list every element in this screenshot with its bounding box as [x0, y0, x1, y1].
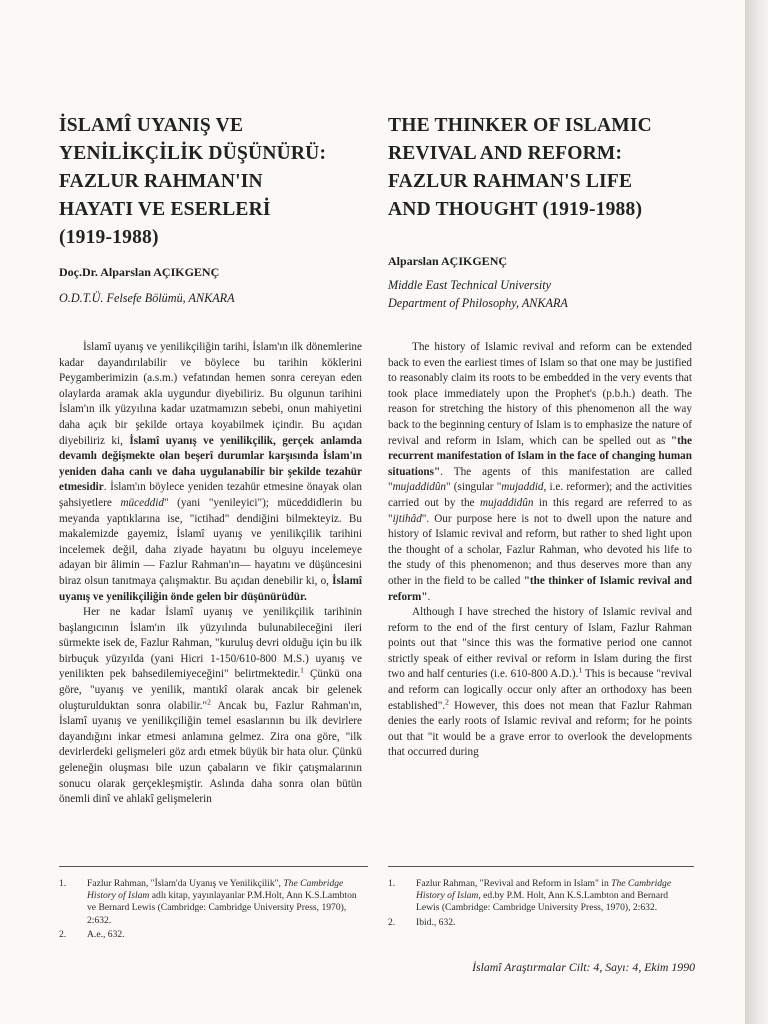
right-p1-run: ijtihâd — [392, 512, 422, 525]
right-p1-run: mujaddidûn — [479, 496, 534, 509]
right-p1-run: " (singular " — [446, 481, 502, 494]
right-footnote — [388, 878, 693, 915]
left-footnote — [59, 878, 364, 927]
right-p1-run: "the recurrent manifestation of Islam in the face of changing human situations" — [388, 434, 692, 478]
left-footnote-rule — [59, 866, 368, 867]
left-p2-part-b: Çünkü ona göre, "uyanış ve yenilik, mantıkî olarak ancak bir gelenek oluşturulduktan sonra olabilir." — [59, 668, 362, 712]
left-p1-run: İslamî uyanış ve yenilikçilik, gerçek anlamda devamlı değişmekte olan beşerî durumlar karşısında İslam'ın yeniden daha canlı ve daha uygulanabilir bir şekilde tezahür etmesidir — [59, 434, 362, 494]
footnote-number: 2. — [388, 916, 396, 928]
right-p2-part-a: Although I have streched the history of Islamic revival and reform to the end of the first century of Islam, Fazlur Rahman points out that "since this was the formative period one cannot strictly speak of either revival or reform in Islam during the first two and half centuries (i.e. 610-800 A.D.). — [388, 606, 692, 681]
right-p1-run: . The agents of this manifestation are called " — [388, 465, 692, 494]
left-title: İSLAMÎ UYANIŞ VE YENİLİKÇİLİK DÜŞÜNÜRÜ: FAZLUR RAHMAN'IN HAYATI VE ESERLERİ (1919-1988) — [59, 115, 327, 248]
right-footnote-rule — [388, 866, 694, 867]
footnote-text: A.e., 632. — [87, 928, 125, 940]
right-p2-part-b: This is because "revival and reform can logically occur only after an orthodoxy has been established". — [388, 668, 693, 712]
left-p2-part-a: Her ne kadar İslamî uyanış ve yenilikçilik tarihinin başlangıcının İslam'ın ilk yüzyılında bulunabileceğini ileri sürmekte isek de, Fazlur Rahman, "kuruluş devri olduğu için bu ilk birbuçuk yüzyılda (yani Hicri 1-150/610-800 M.S.) uyanış ve yenilikten pek bahsedilemiyeceğini" belirtmektedir. — [59, 606, 362, 681]
left-p1-run: müceddid — [120, 496, 164, 509]
left-author: Doç.Dr. Alparslan AÇIKGENÇ — [59, 265, 220, 279]
left-footnotes — [59, 878, 364, 943]
journal-citation: İslamî Araştırmalar Cilt: 4, Sayı: 4, Ekim 1990 — [472, 960, 695, 974]
footnote-text: Ibid., 632. — [416, 916, 456, 928]
left-p1-run: İslamî uyanış ve yenilikçiliğin önde gelen bir düşünürüdür. — [59, 574, 362, 603]
left-p2-part-c: Ancak bu, Fazlur Rahman'ın, İslamî uyanış ve yenilikçiliğin temel esaslarının bu ilk devirlere dayandığını inkar etmesi anlamına gelmez. Zira ona göre, "ilk devirlerdeki gelişmeleri göz ardı etmek büyük bir hata olur. Çünkü geleneğin oluşması bile uzun çabaların ve fikir çatışmalarının sonucu olarak gerçekleşmiştir. Aslında daha sonra olan bütün önemli dinî ve ahlakî gelişmelerin — [59, 699, 362, 806]
right-p1-run: The history of Islamic revival and reform can be extended back to even the earliest times of Islam so that one may be justified to reasonably claim its roots to be embedded in the very events that took place immediately upon the Prophet's (p.b.h.) death. The reason for stretching the history of this phenomenon all the way back to the beginning century of Islam is to emphasize the nature of revival and reform in Islam, which can be spelled out as — [388, 341, 692, 447]
right-p1-run: "the thinker of Islamic revival and reform" — [388, 574, 692, 603]
right-paragraph-2 — [388, 605, 692, 761]
right-p2-part-c: However, this does not mean that Fazlur Rahman denies the early roots of Islamic revival and reform; for he points out that "it would be a grave error to overlook the developments that occurred during — [388, 699, 692, 759]
left-paragraph-2 — [59, 605, 362, 808]
right-footnote-ref-2: 2 — [445, 696, 449, 706]
right-p1-run: mujaddidûn — [392, 481, 447, 494]
left-p1-run: İslamî uyanış ve yenilikçiliğin tarihi, İslam'ın ilk dönemlerine kadar dayandırılabilir ve böylece bu tarihin köklerini Peygamberimizin (a.s.m.) vefatından hemen sonra cereyan eden olaylarda aramak akla uygundur diyebiliriz. Bu olgunun tarihini İslam'ın ilk yüzyılına kadar uzatmamızın sebebi, onun mahiyetini daha açık bir şekilde ortaya koyabilmek içindir. Bu açıdan diyebiliriz ki, — [59, 341, 362, 447]
right-footnote — [388, 917, 693, 929]
right-footnote-ref-1: 1 — [578, 665, 583, 675]
right-footnotes — [388, 878, 693, 931]
right-author: Alparslan AÇIKGENÇ — [388, 254, 508, 268]
right-title: THE THINKER OF ISLAMIC REVIVAL AND REFORM: FAZLUR RAHMAN'S LIFE AND THOUGHT (1919-1988) — [388, 115, 652, 220]
right-p1-run: mujaddid — [501, 481, 544, 494]
right-p1-run: , i.e. reformer); and the activities carried out by the — [388, 481, 692, 509]
left-footnote-ref-2: 2 — [207, 696, 211, 706]
page-edge-shadow — [745, 0, 768, 1024]
left-footnote — [59, 929, 364, 941]
right-affiliation: Middle East Technical University Department of Philosophy, ANKARA — [388, 278, 568, 310]
footnote-number: 1. — [388, 878, 396, 889]
left-body — [59, 340, 362, 808]
right-body — [388, 340, 692, 761]
left-paragraph-1 — [59, 340, 362, 605]
left-p1-run: . İslam'ın böylece yeniden tezahür etmesine önayak olan şahsiyetlere — [59, 481, 362, 509]
footnote-number: 1. — [59, 878, 67, 889]
footnote-text: Fazlur Rahman, "Revival and Reform in Islam" in The Cambridge History of Islam, ed.by P.M. Holt, Ann K.S.Lambton and Bernard Lewis (Cambridge: Cambridge University Press, 1970), 2:632. — [416, 878, 672, 914]
left-affiliation: O.D.T.Ü. Felsefe Bölümü, ANKARA — [59, 291, 235, 305]
footnote-text: Fazlur Rahman, "İslam'da Uyanış ve Yenilikçilik", The Cambridge History of Islam adlı kitap, yayınlayanlar P.M.Holt, Ann K.S.Lambton ve Bernard Lewis (Cambridge: Cambridge University Press, 1970), 2:632. — [87, 878, 357, 926]
left-footnote-ref-1: 1 — [300, 665, 304, 675]
left-p1-run: " (yani "yenileyici"); müceddidlerin bu meyanda yaptıklarına ise, "ictihad" dendiğini bilmekteyiz. Bu makalemizde gayemiz, İslamî uyanış ve yenilikçilik tarihini incelemek değil, daha ziyade hayatını bu olguyu incelemeye adayan bir âlimin — Fazlur Rahman'ın— hayatını ve düşüncesini biraz olsun tanıtmaya çalışmaktır. Bu açıdan denebilir ki, o, — [59, 496, 363, 587]
right-paragraph-1 — [388, 340, 692, 605]
right-p1-run: . — [427, 590, 431, 603]
footnote-number: 2. — [59, 928, 67, 940]
right-p1-run: ". Our purpose here is not to dwell upon the nature and history of Islamic revival and reform, but rather to shed light upon the thought of a scholar, Fazlur Rahman, who devoted his life to the study of this phenomenon; and thus deserves more than any other in the field to be called — [388, 512, 692, 587]
right-p1-run: in this regard are referred to as " — [388, 496, 693, 525]
